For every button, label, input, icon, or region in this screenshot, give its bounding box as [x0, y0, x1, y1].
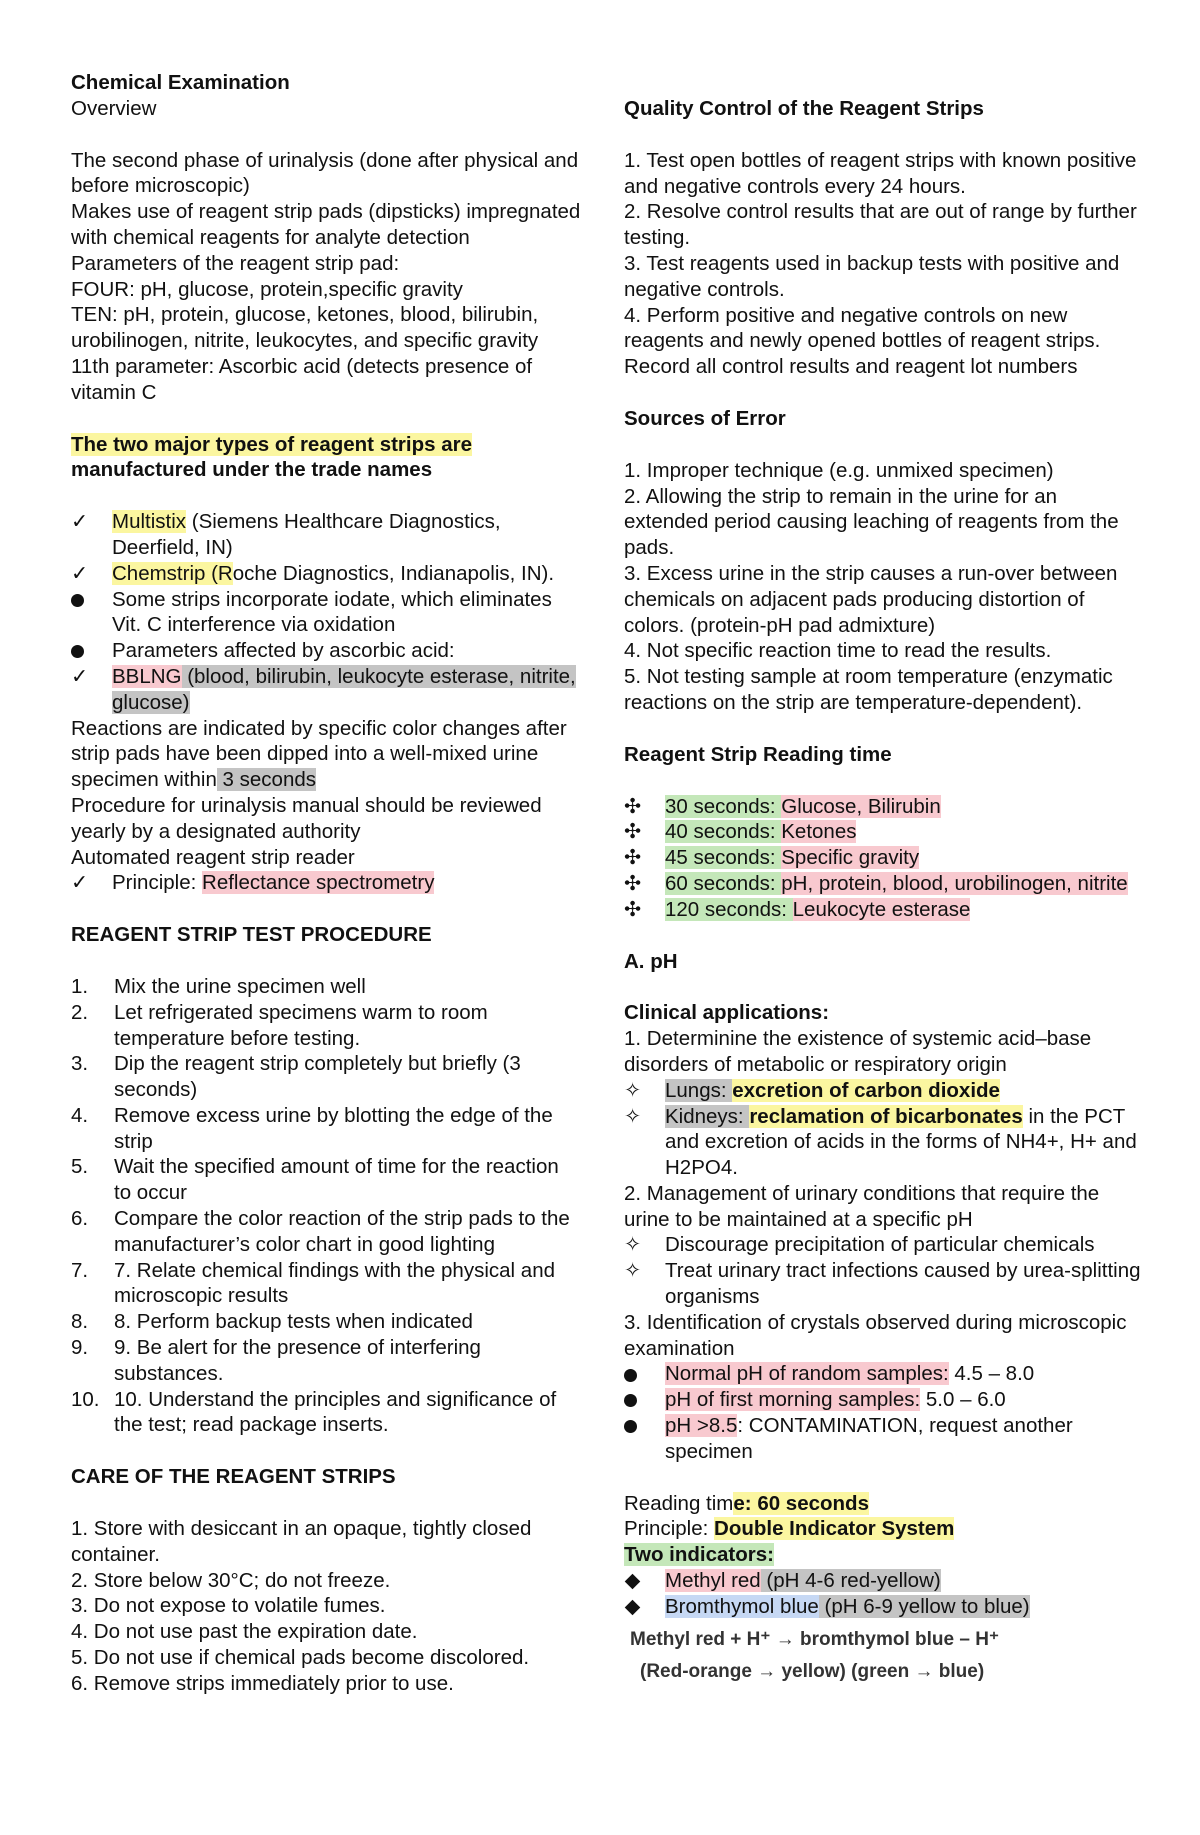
list-item: [71, 974, 581, 1000]
right-column: [624, 70, 1144, 1684]
four-diamond-icon: ✣: [624, 846, 642, 870]
list-item: ✧ Lungs: excretion of carbon dioxide: [624, 1078, 1000, 1102]
chemstrip-name: Chemstrip (R: [112, 561, 233, 585]
list-item: 3. Excess urine in the strip causes a run-over between chemicals on adjacent pads producing distortion of colors. (protein-pH pad admixture): [624, 561, 1118, 637]
intro-line: FOUR: pH, glucose, protein,specific gravity: [71, 277, 463, 301]
list-item: 1. Test open bottles of reagent strips with known positive and negative controls every 24 hours.: [624, 148, 1137, 198]
list-item: Methyl red (pH 4-6 red-yellow): [624, 1568, 1144, 1594]
kidneys-value: reclamation of bicarbonates: [749, 1104, 1023, 1128]
reading-analyte: Ketones: [781, 820, 857, 844]
list-item: 2. Allowing the strip to remain in the urine for an extended period causing leaching of reagents from the pads.: [624, 484, 1119, 560]
list-item: [71, 1206, 581, 1258]
list-item: ✓ Multistix (Siemens Healthcare Diagnostics, Deerfield, IN): [71, 510, 501, 559]
list-item: 2. Store below 30°C; do not freeze.: [71, 1568, 391, 1592]
step-number: 7.: [71, 1258, 89, 1282]
principle-line: Principle: Double Indicator System: [624, 1517, 955, 1541]
step-number: 2.: [71, 1000, 89, 1024]
reading-time: 40 seconds:: [665, 820, 782, 844]
reading-time: 30 seconds:: [665, 794, 782, 818]
bblng-name: BBLNG: [112, 664, 182, 688]
four-diamond-icon: ✣: [624, 820, 642, 844]
page-title: Chemical Examination: [71, 71, 290, 94]
list-item: ✧ Kidneys: reclamation of bicarbonates in the PCT and excretion of acids in the forms of NH4+, H+ and H2PO4.: [624, 1104, 1137, 1180]
qc-heading: Quality Control of the Reagent Strips: [624, 97, 984, 120]
list-item: pH >8.5: CONTAMINATION, request another specimen: [624, 1413, 1144, 1465]
list-item: 4. Not specific reaction time to read the results.: [624, 639, 1052, 663]
four-diamond-icon: ✣: [624, 794, 642, 818]
diamond-bullet-icon: [625, 1600, 641, 1616]
principle-value: Reflectance spectrometry: [202, 871, 435, 895]
bullet-dot-icon: [624, 1394, 637, 1407]
step-number: 3.: [71, 1052, 89, 1076]
list-item: 3. Test reagents used in backup tests with positive and negative controls.: [624, 251, 1120, 301]
left-column: [71, 70, 581, 1697]
list-item: 2. Resolve control results that are out of range by further testing.: [624, 200, 1137, 250]
list-item: ✓ Principle: Reflectance spectrometry: [71, 871, 435, 895]
list-item: 1. Improper technique (e.g. unmixed specimen): [624, 458, 1054, 482]
check-icon: ✓: [71, 664, 89, 688]
list-item: Some strips incorporate iodate, which eliminates Vit. C interference via oxidation: [71, 587, 581, 639]
four-diamond-icon: ✣: [624, 897, 642, 921]
overview-label: Overview: [71, 96, 157, 120]
care-list: [71, 1516, 581, 1697]
step-number: 4.: [71, 1103, 89, 1127]
reading-time: 120 seconds:: [665, 897, 793, 921]
list-item: [71, 1000, 581, 1052]
list-item: 1. Store with desiccant in an opaque, tightly closed container.: [71, 1517, 532, 1566]
errors-list: [624, 458, 1144, 716]
list-item: [71, 1051, 581, 1103]
check-icon: ✓: [71, 561, 89, 585]
check-icon: ✓: [71, 510, 89, 534]
two-indicators: Two indicators:: [624, 1543, 774, 1567]
reading-time-line: Reading time: 60 seconds: [624, 1491, 869, 1515]
automated-reader-text: Automated reagent strip reader: [71, 845, 355, 869]
reading-time: 60 seconds:: [665, 871, 782, 895]
clinical-heading: Clinical applications:: [624, 1001, 830, 1025]
step-number: 10.: [71, 1387, 100, 1411]
reactions-text: Reactions are indicated by specific color changes after strip pads have been dipped into a well-mixed urine specimen within 3 seconds: [71, 716, 567, 792]
list-item: [624, 871, 1144, 897]
list-item: [624, 845, 1144, 871]
step-text: 7. Relate chemical findings with the physical and microscopic results: [114, 1258, 555, 1308]
intro-line: Parameters of the reagent strip pad:: [71, 251, 400, 275]
list-item: [71, 1309, 581, 1335]
step-text: Compare the color reaction of the strip pads to the manufacturer’s color chart in good lighting: [114, 1207, 570, 1256]
intro-line: The second phase of urinalysis (done after physical and before microscopic): [71, 148, 579, 198]
procedure-heading: REAGENT STRIP TEST PROCEDURE: [71, 923, 432, 947]
types-heading: The two major types of reagent strips are: [71, 432, 472, 456]
list-item: Bromthymol blue (pH 6-9 yellow to blue): [624, 1594, 1144, 1620]
care-heading: CARE OF THE REAGENT STRIPS: [71, 1465, 396, 1489]
step-text: Remove excess urine by blotting the edge of the strip: [114, 1103, 553, 1153]
intro-line: TEN: pH, protein, glucose, ketones, blood, bilirubin, urobilinogen, nitrite, leukocytes, and specific gravity: [71, 303, 539, 353]
reading-list: [624, 794, 1144, 923]
reading-analyte: Glucose, Bilirubin: [781, 794, 941, 818]
bullet-dot-icon: [71, 645, 84, 658]
list-item: pH of first morning samples: 5.0 – 6.0: [624, 1387, 1144, 1413]
ph-heading: A. pH: [624, 949, 678, 973]
list-item: 3. Do not expose to volatile fumes.: [71, 1594, 386, 1618]
list-item: ✓ BBLNG (blood, bilirubin, leukocyte esterase, nitrite, glucose): [71, 664, 576, 714]
list-item: 5. Not testing sample at room temperature (enzymatic reactions on the strip are temperature-dependent).: [624, 665, 1113, 714]
step-text: Let refrigerated specimens warm to room temperature before testing.: [114, 1000, 488, 1050]
step-text: Wait the specified amount of time for the reaction to occur: [114, 1155, 559, 1205]
list-item: [71, 1335, 581, 1387]
step-text: Mix the urine specimen well: [114, 974, 366, 998]
list-item: ✓ Chemstrip (Roche Diagnostics, Indianapolis, IN).: [71, 561, 555, 585]
bullet-dot-icon: [624, 1369, 637, 1382]
list-item: 4. Do not use past the expiration date.: [71, 1620, 418, 1644]
procedure-review-text: Procedure for urinalysis manual should be reviewed yearly by a designated authority: [71, 793, 542, 843]
errors-heading: Sources of Error: [624, 406, 786, 430]
star-icon: ✧: [624, 1259, 642, 1283]
lungs-value: excretion of carbon dioxide: [732, 1078, 1000, 1102]
four-diamond-icon: ✣: [624, 871, 642, 895]
list-item: [71, 1387, 581, 1439]
list-item: 5. Do not use if chemical pads become discolored.: [71, 1646, 530, 1670]
reading-analyte: pH, protein, blood, urobilinogen, nitrite: [781, 871, 1128, 895]
bullet-dot-icon: [71, 594, 84, 607]
clinical-2: 2. Management of urinary conditions that require the urine to be maintained at a specific pH: [624, 1181, 1100, 1231]
indicator-equation-colors: (Red-orange → yellow) (green → blue): [640, 1660, 985, 1682]
step-text: 8. Perform backup tests when indicated: [114, 1310, 473, 1334]
diamond-bullet-icon: [625, 1574, 641, 1590]
reading-analyte: Specific gravity: [781, 846, 920, 870]
step-number: 5.: [71, 1155, 89, 1179]
procedure-list: [71, 974, 581, 1438]
clinical-1: 1. Determinine the existence of systemic acid–base disorders of metabolic or respiratory origin: [624, 1027, 1092, 1076]
list-item: Parameters affected by ascorbic acid:: [71, 638, 581, 664]
list-item: Normal pH of random samples: 4.5 – 8.0: [624, 1361, 1144, 1387]
list-item: ✧ Treat urinary tract infections caused by urea-splitting organisms: [624, 1259, 1141, 1309]
step-number: 8.: [71, 1310, 89, 1334]
step-number: 9.: [71, 1336, 89, 1360]
intro-line: Makes use of reagent strip pads (dipsticks) impregnated with chemical reagents for analyte detection: [71, 200, 581, 249]
reading-heading: Reagent Strip Reading time: [624, 742, 892, 766]
intro-line: 11th parameter: Ascorbic acid (detects presence of vitamin C: [71, 354, 533, 404]
list-item: 6. Remove strips immediately prior to use.: [71, 1671, 454, 1695]
reading-time: 45 seconds:: [665, 846, 782, 870]
list-item: [71, 1258, 581, 1310]
step-number: 6.: [71, 1207, 89, 1231]
indicator-equation: Methyl red + H⁺ → bromthymol blue – H⁺: [630, 1628, 999, 1650]
step-number: 1.: [71, 974, 89, 998]
list-item: [71, 1154, 581, 1206]
step-text: Dip the reagent strip completely but briefly (3 seconds): [114, 1052, 521, 1102]
star-icon: ✧: [624, 1078, 642, 1102]
qc-list: [624, 148, 1144, 380]
list-item: [624, 819, 1144, 845]
clinical-3: 3. Identification of crystals observed during microscopic examination: [624, 1310, 1127, 1360]
star-icon: ✧: [624, 1233, 642, 1257]
list-item: [71, 1103, 581, 1155]
reading-analyte: Leukocyte esterase: [792, 897, 971, 921]
step-text: 10. Understand the principles and significance of the test; read package inserts.: [114, 1387, 557, 1437]
star-icon: ✧: [624, 1104, 642, 1128]
check-icon: ✓: [71, 871, 89, 895]
multistix-name: Multistix: [112, 510, 187, 534]
list-item: [624, 794, 1144, 820]
step-text: 9. Be alert for the presence of interfering substances.: [114, 1336, 481, 1385]
bullet-dot-icon: [624, 1420, 637, 1433]
types-heading-2: manufactured under the trade names: [71, 458, 433, 482]
list-item: ✧ Discourage precipitation of particular chemicals: [624, 1233, 1095, 1257]
list-item: [624, 897, 1144, 923]
list-item: 4. Perform positive and negative controls on new reagents and newly opened bottles of reagent strips. Record all control results and reagent lot numbers: [624, 303, 1101, 379]
